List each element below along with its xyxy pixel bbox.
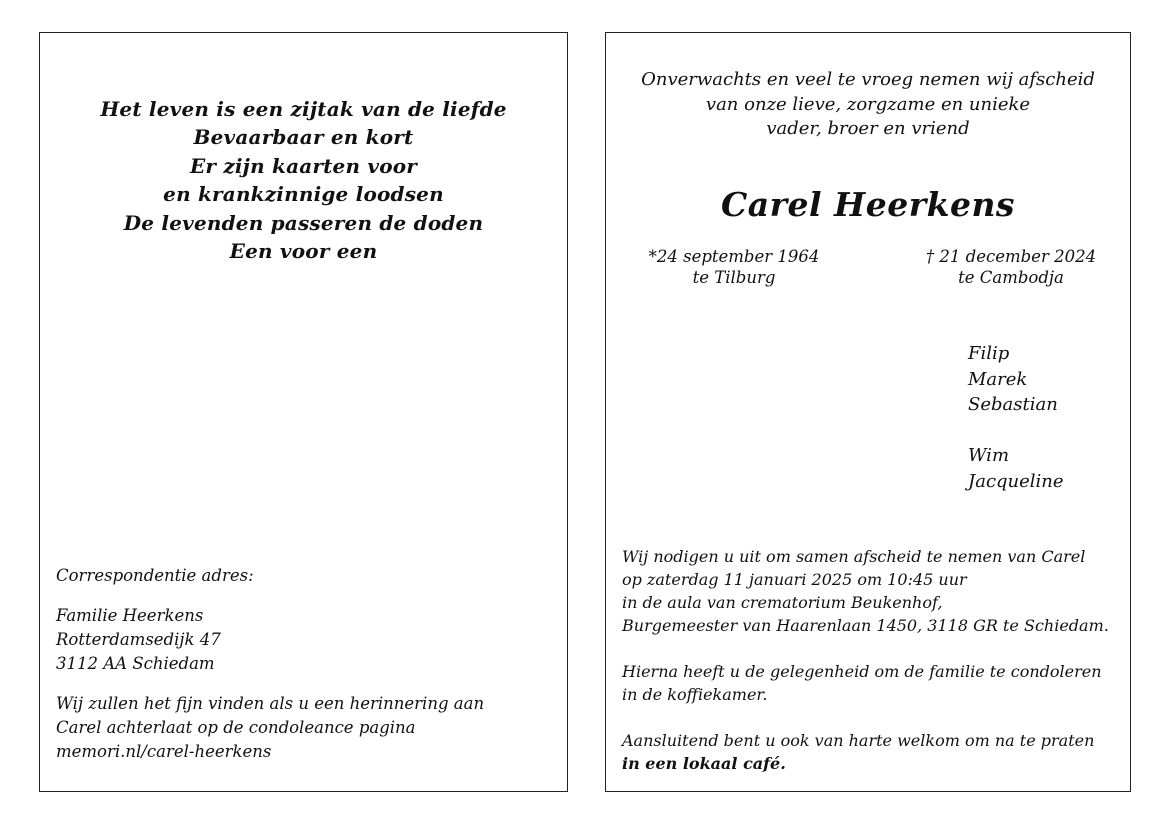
service-line: in een lokaal café. <box>622 754 786 773</box>
address-line: 3112 AA Schiedam <box>56 654 215 673</box>
poem-line: Een voor een <box>229 239 378 264</box>
poem-line: Het leven is een zijtak van de liefde <box>100 97 507 121</box>
family-spacer <box>968 418 1064 444</box>
family-member: Sebastian <box>968 394 1058 415</box>
poem-line: De levenden passeren de doden <box>123 210 484 235</box>
service-line: Aansluitend bent u ook van harte welkom om na te praten <box>622 731 1095 750</box>
service-line: op zaterdag 11 januari 2025 om 10:45 uur <box>622 570 967 589</box>
address-line: Rotterdamsedijk 47 <box>56 630 221 649</box>
left-card-panel <box>39 32 568 792</box>
intro-line: Onverwachts en veel te vroeg nemen wij afscheid <box>641 69 1095 90</box>
birth-date: *24 september 1964 <box>648 247 820 266</box>
correspondence-section <box>56 564 484 780</box>
memory-note-line: Wij zullen het fijn vinden als u een herinnering aan <box>56 694 485 713</box>
intro-text <box>606 68 1130 142</box>
service-line: in de aula van crematorium Beukenhof, <box>622 593 943 612</box>
intro-line: vader, broer en vriend <box>766 118 970 139</box>
service-details <box>622 545 1109 775</box>
correspondence-label: Correspondentie adres: <box>56 566 254 585</box>
service-invitation <box>622 545 1109 637</box>
poem-line: Er zijn kaarten voor <box>189 153 418 178</box>
deceased-name: Carel Heerkens <box>720 185 1016 224</box>
poem <box>40 95 567 265</box>
birth-place: te Tilburg <box>692 268 776 287</box>
memory-note-line: Carel achterlaat op de condoleance pagina <box>56 718 416 737</box>
service-after <box>622 729 1109 775</box>
death-place: te Cambodja <box>958 268 1064 287</box>
family-member: Filip <box>968 343 1010 364</box>
poem-line: en krankzinnige loodsen <box>163 182 444 207</box>
family-member: Marek <box>968 368 1028 390</box>
memory-url: memori.nl/carel-heerkens <box>56 742 272 761</box>
service-condolence <box>622 660 1109 706</box>
family-member: Wim <box>968 445 1010 466</box>
birth-info <box>646 246 822 288</box>
poem-line: Bevaarbaar en kort <box>193 125 414 150</box>
family-names <box>968 341 1064 494</box>
service-line: Hierna heeft u de gelegenheid om de familie te condoleren <box>622 662 1102 681</box>
correspondence-address <box>56 604 484 676</box>
death-info <box>918 246 1104 288</box>
service-line: Burgemeester van Haarenlaan 1450, 3118 GR te Schiedam. <box>622 616 1109 635</box>
memory-note <box>56 692 484 764</box>
intro-line: van onze lieve, zorgzame en unieke <box>705 93 1031 115</box>
address-line: Familie Heerkens <box>56 606 204 625</box>
family-member: Jacqueline <box>968 470 1064 492</box>
right-card-panel <box>605 32 1131 792</box>
death-date: † 21 december 2024 <box>925 247 1097 266</box>
service-line: in de koffiekamer. <box>622 685 768 704</box>
service-line: Wij nodigen u uit om samen afscheid te nemen van Carel <box>622 547 1086 566</box>
